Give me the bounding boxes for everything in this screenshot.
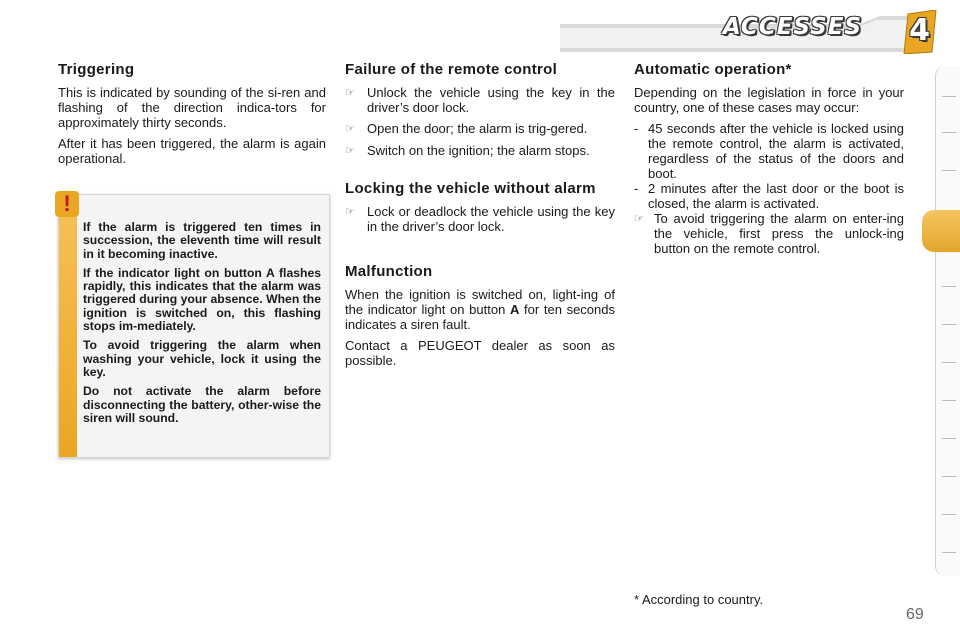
heading-triggering: Triggering — [58, 61, 135, 78]
malfunction-paragraph-1: When the ignition is switched on, light-ing of the indicator light on button A for ten seconds indicates a siren fault. — [345, 287, 615, 332]
column-automatic-operation — [634, 62, 904, 262]
heading-malfunction: Malfunction — [345, 263, 433, 280]
chapter-tabs — [930, 66, 960, 576]
exclamation-icon: ! — [55, 191, 79, 217]
list-item: ☞ To avoid triggering the alarm on enter-ing the vehicle, first press the unlock-ing button on the remote control. — [634, 211, 904, 256]
warning-paragraph-2: If the indicator light on button A flashes rapidly, this indicates that the alarm was triggered during your absence. When the ignition is switched on, this flashing stops im-mediately. — [83, 265, 321, 334]
warning-box — [58, 191, 330, 458]
warning-text — [83, 221, 321, 431]
warning-paragraph-3: To avoid triggering the alarm when washing your vehicle, lock it using the key. — [83, 338, 321, 379]
pointing-hand-icon: ☞ — [634, 213, 644, 225]
pointing-hand-icon: ☞ — [345, 206, 355, 218]
pointing-hand-icon: ☞ — [345, 123, 355, 135]
chapter-number: 4 — [909, 13, 930, 48]
warning-strip — [59, 195, 77, 457]
warning-paragraph-1: If the alarm is triggered ten times in succession, the eleventh time will result in it becoming inactive. — [83, 220, 321, 261]
heading-locking-without-alarm: Locking the vehicle without alarm — [345, 180, 596, 197]
list-item: - 2 minutes after the last door or the boot is closed, the alarm is activated. — [634, 181, 904, 211]
pointing-hand-icon: ☞ — [345, 87, 355, 99]
chapter-tab-active[interactable] — [922, 210, 960, 252]
list-item: ☞ Unlock the vehicle using the key in the driver’s door lock. — [345, 85, 615, 115]
list-item: ☞ Open the door; the alarm is trig-gered. — [345, 121, 588, 136]
warning-paragraph-4: Do not activate the alarm before disconnecting the battery, other-wise the siren will sound. — [83, 384, 321, 425]
column-remote-control — [345, 62, 615, 374]
column-triggering — [58, 62, 326, 172]
list-item: ☞ Switch on the ignition; the alarm stops. — [345, 143, 590, 158]
malfunction-paragraph-2: Contact a PEUGEOT dealer as soon as possible. — [345, 338, 615, 368]
tab-rail — [935, 66, 960, 576]
section-title: ACCESSES — [722, 14, 862, 40]
list-item: - 45 seconds after the vehicle is locked using the remote control, the alarm is activated, regardless of the status of the doors and boot. — [634, 121, 904, 181]
heading-automatic-operation: Automatic operation* — [634, 61, 792, 78]
triggering-paragraph-2: After it has been triggered, the alarm is again operational. — [58, 136, 326, 166]
footnote: * According to country. — [634, 592, 764, 607]
page-number: 69 — [906, 606, 924, 623]
list-item: ☞ Lock or deadlock the vehicle using the key in the driver’s door lock. — [345, 204, 615, 234]
automatic-paragraph: Depending on the legislation in force in your country, one of these cases may occur: — [634, 85, 904, 115]
pointing-hand-icon: ☞ — [345, 145, 355, 157]
triggering-paragraph-1: This is indicated by sounding of the si-ren and flashing of the direction indica-tors for approximately thirty seconds. — [58, 85, 326, 130]
heading-failure-remote: Failure of the remote control — [345, 61, 558, 78]
